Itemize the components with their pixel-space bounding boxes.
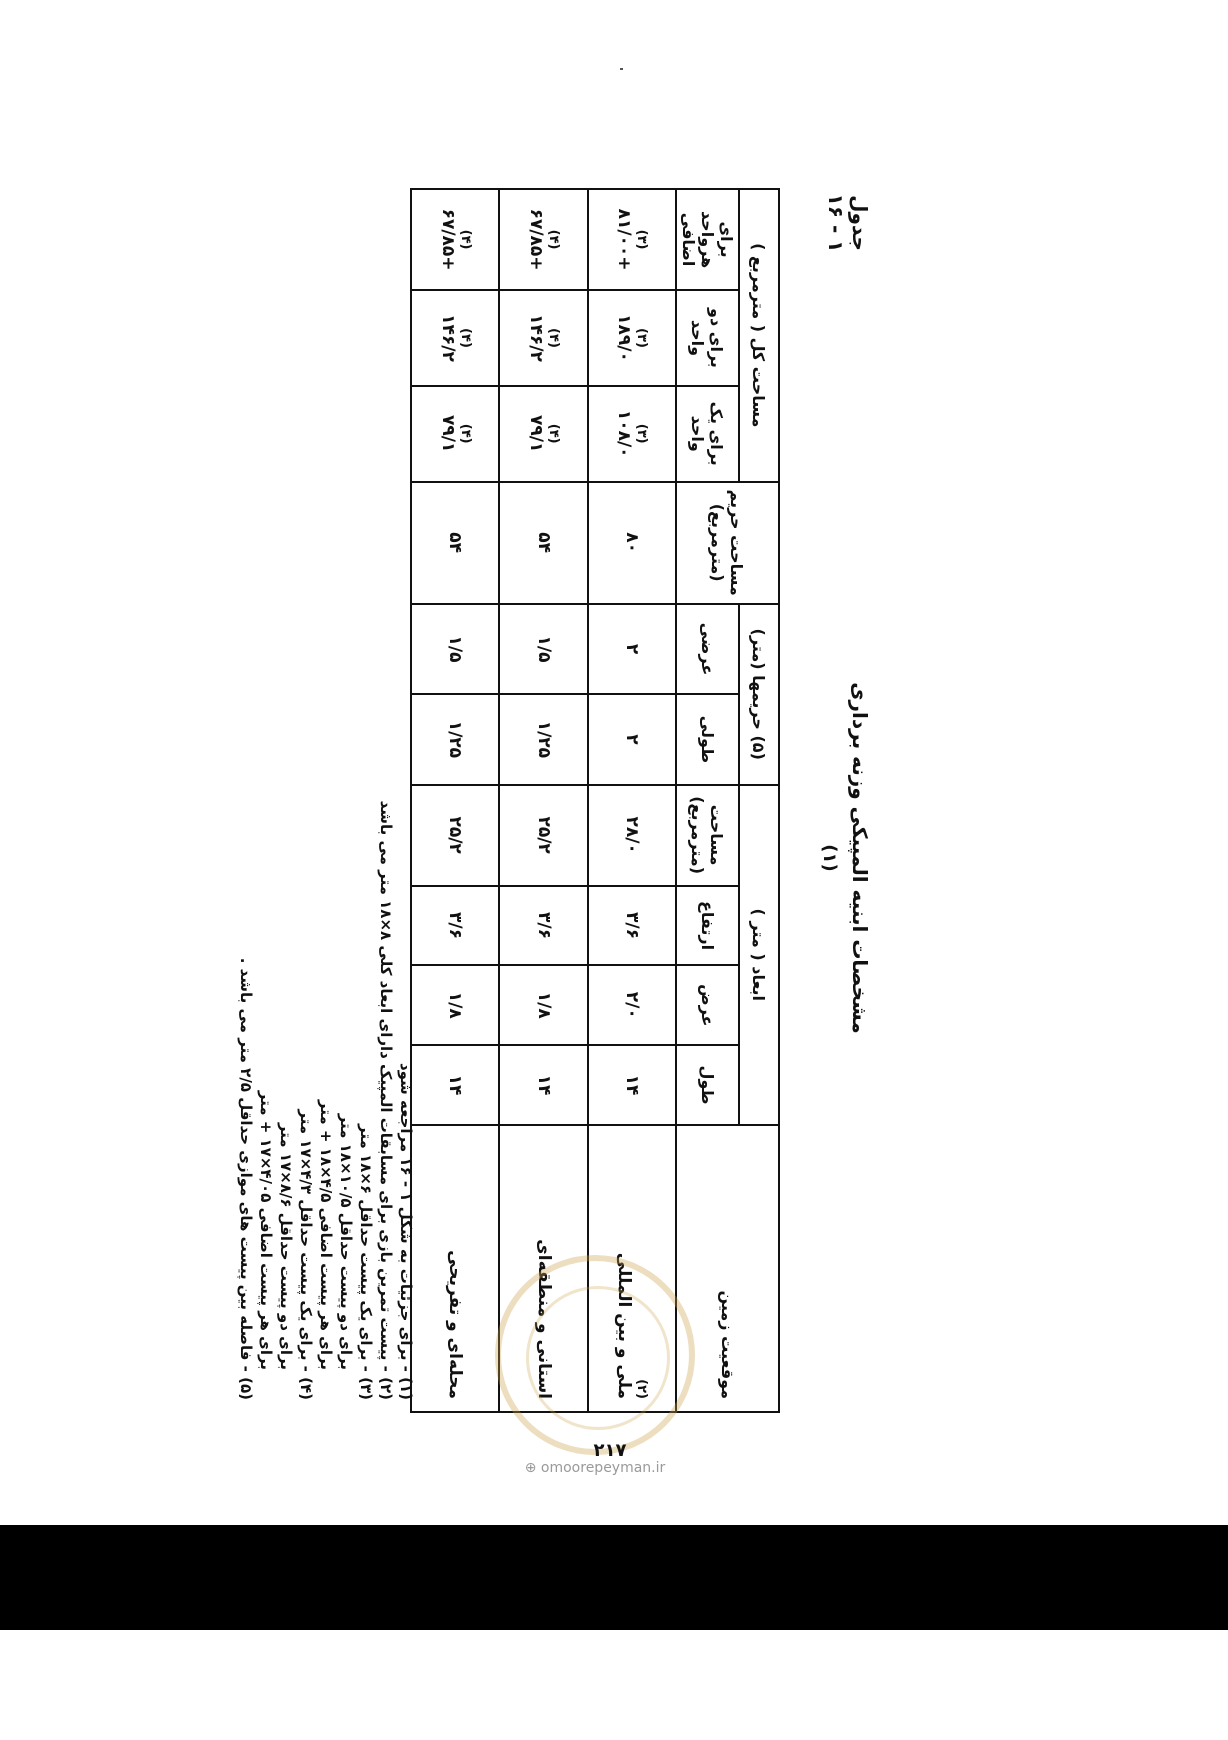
cell-height: ۳/۶	[588, 886, 676, 966]
globe-icon: ⊕	[524, 1460, 537, 1476]
header-location: موقعیت زمین	[676, 1125, 779, 1412]
table-row	[499, 189, 587, 1412]
cell-per-extra	[499, 189, 587, 290]
watermark-url	[495, 1460, 695, 1476]
cell-clear-length: ۲	[588, 694, 676, 784]
cell-mark: (۴)	[546, 423, 562, 444]
header-dimensions: ابعاد ( متر )	[739, 785, 779, 1125]
cell-length: ۱۴	[499, 1045, 587, 1125]
cell-mark: (۴)	[546, 328, 562, 348]
header-clearances	[739, 604, 779, 785]
header-one-unit: برای یک واحد	[676, 386, 739, 482]
rotated-table-block	[400, 188, 880, 1413]
cell-area: ۲۸/۰	[588, 785, 676, 886]
cell-width: ۱/۸	[499, 965, 587, 1045]
table-row	[411, 189, 499, 1412]
scan-speck	[620, 68, 623, 70]
cell-value: ۱۸۹/۰	[614, 314, 635, 362]
cell-value: +۸۱/۰۰	[614, 208, 635, 271]
cell-value: ۱۴۶/۲	[437, 314, 458, 362]
cell-clear-area: ۵۴	[499, 482, 587, 604]
specs-table	[410, 188, 780, 1413]
clearances-label: حریمها (متر)	[749, 628, 769, 730]
footnote: برای هر پیست اضافی ۴/۰۵×۱۷ + متر	[257, 1090, 275, 1370]
cell-per-extra	[588, 189, 676, 290]
table-row	[588, 189, 676, 1412]
location-text: محله‌ای و تفریحی	[445, 1250, 466, 1399]
header-width: عرض	[676, 965, 739, 1045]
cell-mark: (۴)	[457, 328, 473, 348]
cell-value: ۷۹/۱	[526, 415, 547, 453]
footnote: (۱) - برای جزئیات به شکل ۱ - ۱۶ مراجعه شود	[397, 1062, 415, 1400]
cell-value: ۱۰۸/۰	[614, 409, 635, 458]
clearances-mark: (۵)	[749, 735, 769, 760]
title-text: مشخصات ابنیه المپیکی وزنه برداری	[848, 682, 872, 1034]
header-height: ارتفاع	[676, 886, 739, 966]
header-two-units: برای دو واحد	[676, 290, 739, 386]
header-clear-length: طولی	[676, 694, 739, 784]
seal-watermark	[495, 1252, 695, 1455]
footnote: (۲) - پیست تمرین بازی برای مسابقات المپیک دارای ابعاد کلی ۸×۱۸ متر می باشد	[377, 800, 395, 1400]
footnote: (۴) - برای یک پیست حداقل ۴/۳×۱۷ متر	[297, 1109, 315, 1400]
cell-mark: (۳)	[634, 229, 650, 250]
cell-mark: (۴)	[457, 229, 473, 250]
table-label: جدول ۱ - ۱۶	[824, 193, 872, 253]
footnote: برای دو پیست حداقل ۸/۶×۱۷ متر	[277, 1122, 295, 1370]
cell-mark: (۴)	[457, 423, 473, 444]
cell-value: ۷۹/۱	[437, 415, 458, 453]
footnote: (۳) - برای یک پیست حداقل ۶×۱۸ متر	[357, 1123, 375, 1400]
cell-one-unit	[499, 386, 587, 482]
cell-mark: (۳)	[634, 328, 650, 348]
header-clear-width: عرضی	[676, 604, 739, 694]
cell-area: ۲۵/۲	[411, 785, 499, 886]
cell-clear-area: ۸۰	[588, 482, 676, 604]
cell-length: ۱۴	[588, 1045, 676, 1125]
cell-height: ۳/۶	[499, 886, 587, 966]
cell-two-units	[411, 290, 499, 386]
location-mark: (۲)	[634, 1379, 650, 1399]
header-clear-area: مساحت حریم (مترمربع)	[676, 482, 779, 604]
cell-two-units	[499, 290, 587, 386]
cell-value: ۱۴۶/۲	[526, 314, 547, 362]
location-text: ملی و بین المللی	[614, 1252, 635, 1399]
cell-width: ۲/۰	[588, 965, 676, 1045]
cell-value: +۶۷/۸۵	[437, 208, 458, 271]
bottom-black-bar	[0, 1525, 1228, 1630]
page-number: ۲۱۷	[593, 1440, 627, 1461]
header-total-area: مساحت کل ( مترمربع )	[739, 189, 779, 482]
cell-one-unit	[411, 386, 499, 482]
cell-clear-width: ۱/۵	[499, 604, 587, 694]
footnote: برای هر پیست اضافی ۴/۵×۱۸ + متر	[317, 1099, 335, 1370]
title-note-mark: (۱)	[819, 844, 840, 872]
watermark-url-text: omoorepeyman.ir	[540, 1460, 666, 1476]
cell-two-units	[588, 290, 676, 386]
cell-value: +۶۷/۸۵	[526, 208, 547, 271]
cell-one-unit	[588, 386, 676, 482]
cell-mark: (۴)	[546, 229, 562, 250]
page-title	[848, 408, 872, 1308]
location-text: استانی و منطقه‌ای	[533, 1239, 554, 1399]
cell-width: ۱/۸	[411, 965, 499, 1045]
cell-area: ۲۵/۲	[499, 785, 587, 886]
cell-clear-length: ۱/۲۵	[411, 694, 499, 784]
cell-mark: (۳)	[634, 423, 650, 444]
cell-length: ۱۴	[411, 1045, 499, 1125]
header-length: طول	[676, 1045, 739, 1125]
header-area: مساحت (مترمربع)	[676, 785, 739, 886]
seal-inner-ring	[526, 1286, 670, 1430]
cell-clear-length: ۱/۲۵	[499, 694, 587, 784]
footnote: برای دو پیست حداقل ۱۰/۵×۱۸ متر	[337, 1113, 355, 1370]
cell-clear-width: ۲	[588, 604, 676, 694]
cell-height: ۳/۶	[411, 886, 499, 966]
cell-clear-area: ۵۴	[411, 482, 499, 604]
cell-clear-width: ۱/۵	[411, 604, 499, 694]
row-location	[411, 1125, 499, 1412]
footnote: (۵) - فاصله بین پیست های موازی حداقل ۲/۵ متر می باشد .	[237, 957, 255, 1400]
header-per-extra: برای هرواحد اضافی	[676, 189, 739, 290]
cell-per-extra	[411, 189, 499, 290]
